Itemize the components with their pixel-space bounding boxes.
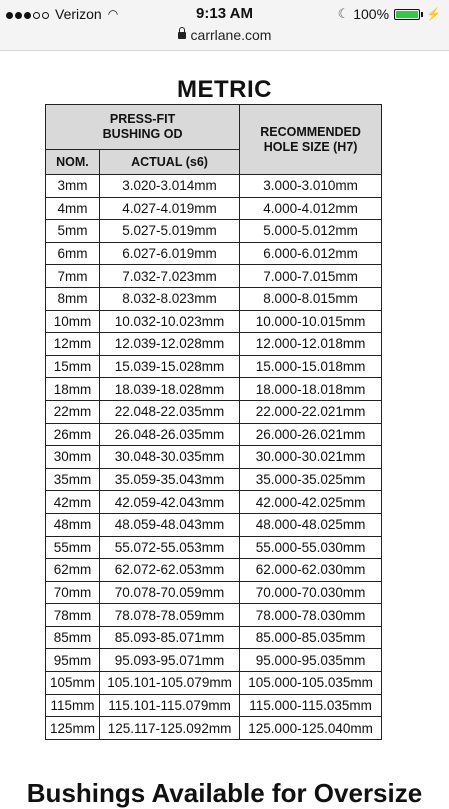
cell-actual: 4.027-4.019mm xyxy=(99,197,239,220)
url-text: carrlane.com xyxy=(190,27,272,43)
carrier-name: Verizon xyxy=(55,6,102,22)
table-row xyxy=(46,604,382,627)
battery-icon xyxy=(394,9,420,20)
table-row xyxy=(46,513,382,536)
header-bushing-label: PRESS-FIT BUSHING OD xyxy=(102,112,183,141)
cell-actual: 70.078-70.059mm xyxy=(99,581,239,604)
cell-nom: 8mm xyxy=(46,287,100,310)
cell-nom: 7mm xyxy=(46,265,100,288)
cell-nom: 62mm xyxy=(46,559,100,582)
cell-nom: 105mm xyxy=(46,672,100,695)
cell-actual: 85.093-85.071mm xyxy=(99,626,239,649)
table-row xyxy=(46,581,382,604)
wifi-icon: ◠ xyxy=(107,7,119,21)
cell-actual: 3.020-3.014mm xyxy=(99,175,239,198)
cell-nom: 70mm xyxy=(46,581,100,604)
status-bar xyxy=(0,0,449,51)
cell-actual: 62.072-62.053mm xyxy=(99,559,239,582)
cell-hole: 55.000-55.030mm xyxy=(240,536,382,559)
cell-nom: 15mm xyxy=(46,355,100,378)
table-row xyxy=(46,333,382,356)
cell-hole: 4.000-4.012mm xyxy=(240,197,382,220)
cell-actual: 78.078-78.059mm xyxy=(99,604,239,627)
status-right xyxy=(338,6,441,22)
table-row xyxy=(46,626,382,649)
charging-bolt-icon: ⚡ xyxy=(426,7,441,21)
table-row xyxy=(46,265,382,288)
cell-hole: 125.000-125.040mm xyxy=(240,717,382,740)
header-bushing-od xyxy=(46,105,240,150)
table-row xyxy=(46,468,382,491)
table-row xyxy=(46,672,382,695)
table-row xyxy=(46,242,382,265)
cell-nom: 78mm xyxy=(46,604,100,627)
cell-actual: 15.039-15.028mm xyxy=(99,355,239,378)
cell-hole: 7.000-7.015mm xyxy=(240,265,382,288)
battery-tip xyxy=(421,12,423,17)
battery-fill xyxy=(396,11,418,18)
cell-nom: 48mm xyxy=(46,513,100,536)
table-row xyxy=(46,717,382,740)
cell-hole: 105.000-105.035mm xyxy=(240,672,382,695)
cell-hole: 30.000-30.021mm xyxy=(240,446,382,469)
cell-nom: 6mm xyxy=(46,242,100,265)
table-row xyxy=(46,536,382,559)
cell-nom: 85mm xyxy=(46,626,100,649)
cell-nom: 4mm xyxy=(46,197,100,220)
cell-actual: 6.027-6.019mm xyxy=(99,242,239,265)
cell-hole: 6.000-6.012mm xyxy=(240,242,382,265)
cell-hole: 3.000-3.010mm xyxy=(240,175,382,198)
table-row xyxy=(46,423,382,446)
section-heading-oversize: Bushings Available for Oversize xyxy=(26,778,423,808)
cell-nom: 22mm xyxy=(46,400,100,423)
table-row xyxy=(46,694,382,717)
table-row xyxy=(46,287,382,310)
cell-actual: 12.039-12.028mm xyxy=(99,333,239,356)
table-header-row xyxy=(46,105,382,150)
cell-hole: 12.000-12.018mm xyxy=(240,333,382,356)
cell-actual: 8.032-8.023mm xyxy=(99,287,239,310)
table-row xyxy=(46,491,382,514)
url-bar[interactable] xyxy=(0,27,449,43)
cell-nom: 55mm xyxy=(46,536,100,559)
cell-hole: 10.000-10.015mm xyxy=(240,310,382,333)
cell-hole: 22.000-22.021mm xyxy=(240,400,382,423)
table-row xyxy=(46,446,382,469)
header-nom: NOM. xyxy=(46,150,100,175)
cell-nom: 10mm xyxy=(46,310,100,333)
cell-actual: 22.048-22.035mm xyxy=(99,400,239,423)
metric-bushing-table xyxy=(45,104,382,740)
table-row xyxy=(46,355,382,378)
cell-actual: 48.059-48.043mm xyxy=(99,513,239,536)
table-row xyxy=(46,378,382,401)
cell-actual: 7.032-7.023mm xyxy=(99,265,239,288)
cell-hole: 62.000-62.030mm xyxy=(240,559,382,582)
header-actual: ACTUAL (s6) xyxy=(99,150,239,175)
cell-actual: 42.059-42.043mm xyxy=(99,491,239,514)
cell-nom: 95mm xyxy=(46,649,100,672)
clock: 9:13 AM xyxy=(196,5,253,22)
cell-hole: 8.000-8.015mm xyxy=(240,287,382,310)
cell-nom: 42mm xyxy=(46,491,100,514)
cell-hole: 42.000-42.025mm xyxy=(240,491,382,514)
cell-actual: 95.093-95.071mm xyxy=(99,649,239,672)
cell-nom: 3mm xyxy=(46,175,100,198)
cell-hole: 70.000-70.030mm xyxy=(240,581,382,604)
table-body xyxy=(46,175,382,740)
cell-hole: 5.000-5.012mm xyxy=(240,220,382,243)
cell-nom: 35mm xyxy=(46,468,100,491)
table-row xyxy=(46,310,382,333)
cell-hole: 85.000-85.035mm xyxy=(240,626,382,649)
lock-icon xyxy=(178,32,186,39)
cell-hole: 18.000-18.018mm xyxy=(240,378,382,401)
table-row xyxy=(46,197,382,220)
cell-actual: 10.032-10.023mm xyxy=(99,310,239,333)
cell-hole: 26.000-26.021mm xyxy=(240,423,382,446)
cell-nom: 26mm xyxy=(46,423,100,446)
cell-hole: 115.000-115.035mm xyxy=(240,694,382,717)
cell-nom: 12mm xyxy=(46,333,100,356)
table-row xyxy=(46,649,382,672)
cell-actual: 30.048-30.035mm xyxy=(99,446,239,469)
cell-nom: 125mm xyxy=(46,717,100,740)
cell-hole: 78.000-78.030mm xyxy=(240,604,382,627)
moon-icon: ☾ xyxy=(337,6,350,21)
cell-actual: 5.027-5.019mm xyxy=(99,220,239,243)
page-title: METRIC xyxy=(177,76,272,103)
cell-nom: 115mm xyxy=(46,694,100,717)
cell-actual: 115.101-115.079mm xyxy=(99,694,239,717)
cell-hole: 35.000-35.025mm xyxy=(240,468,382,491)
cell-actual: 125.117-125.092mm xyxy=(99,717,239,740)
table-row xyxy=(46,220,382,243)
table-row xyxy=(46,400,382,423)
cell-actual: 55.072-55.053mm xyxy=(99,536,239,559)
cell-nom: 30mm xyxy=(46,446,100,469)
cell-actual: 26.048-26.035mm xyxy=(99,423,239,446)
cell-actual: 105.101-105.079mm xyxy=(99,672,239,695)
cell-hole: 15.000-15.018mm xyxy=(240,355,382,378)
battery-percent: 100% xyxy=(353,6,390,22)
cell-nom: 5mm xyxy=(46,220,100,243)
cell-actual: 18.039-18.028mm xyxy=(99,378,239,401)
header-hole-size xyxy=(240,105,382,175)
cell-hole: 95.000-95.035mm xyxy=(240,649,382,672)
cell-actual: 35.059-35.043mm xyxy=(99,468,239,491)
cell-nom: 18mm xyxy=(46,378,100,401)
header-hole-label: RECOMMENDED HOLE SIZE (H7) xyxy=(260,124,361,154)
cell-hole: 48.000-48.025mm xyxy=(240,513,382,536)
table-row xyxy=(46,175,382,198)
table-row xyxy=(46,559,382,582)
